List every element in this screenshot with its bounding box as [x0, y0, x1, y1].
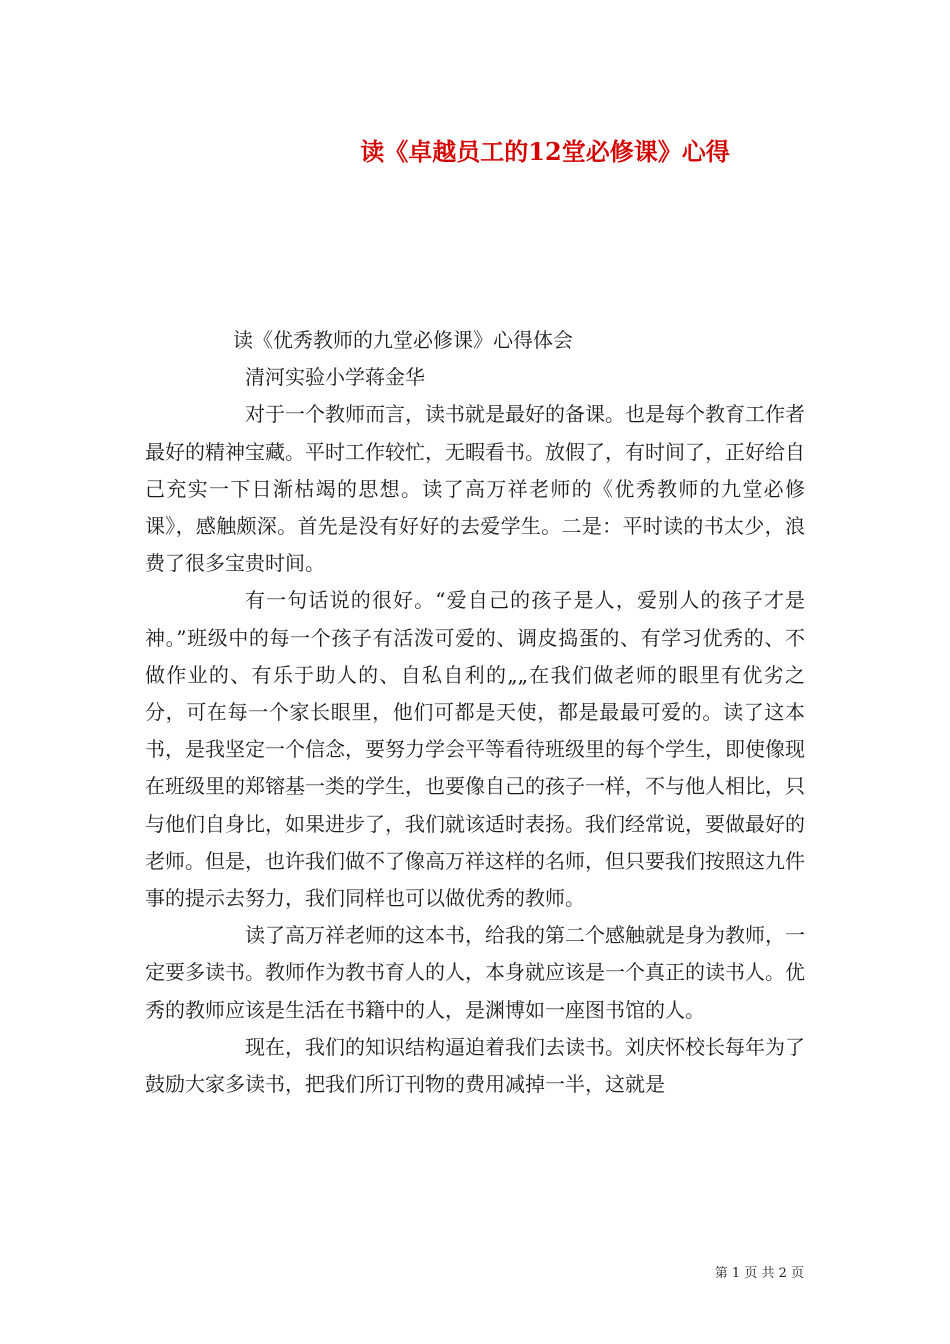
page-title: 读《卓越员工的12堂必修课》心得 — [360, 137, 730, 166]
page-footer: 第 1 页 共 2 页 — [714, 1266, 804, 1281]
document-body — [145, 322, 805, 1103]
paragraph-3: 读了高万祥老师的这本书，给我的第二个感触就是身为教师，一定要多读书。教师作为教书育人的人，本身就应该是一个真正的读书人。优秀的教师应该是生活在书籍中的人，是渊博如一座图书馆的人。 — [145, 923, 805, 1022]
subtitle: 读《优秀教师的九堂必修课》心得体会 — [233, 328, 573, 352]
paragraph-2: 有一句话说的很好。“爱自己的孩子是人，爱别人的孩子才是神。”班级中的每一个孩子有活泼可爱的、调皮捣蛋的、有学习优秀的、不做作业的、有乐于助人的、自私自利的„„在我们做老师的眼里有优劣之分，可在每一个家长眼里，他们可都是天使，都是最最可爱的。读了这本书，是我坚定一个信念，要努力学会平等看待班级里的每个学生，即使像现在班级里的郑镕基一类的学生，也要像自己的孩子一样，不与他人相比，只与他们自身比，如果进步了，我们就该适时表扬。我们经常说，要做最好的老师。但是，也许我们做不了像高万祥这样的名师，但只要我们按照这九件事的提示去努力，我们同样也可以做优秀的教师。 — [145, 588, 805, 911]
author: 清河实验小学蒋金华 — [245, 365, 425, 390]
paragraph-1: 对于一个教师而言，读书就是最好的备课。也是每个教育工作者最好的精神宝藏。平时工作较忙，无暇看书。放假了，有时间了，正好给自己充实一下日渐枯竭的思想。读了高万祥老师的《优秀教师的九堂必修课》，感触颇深。首先是没有好好的去爱学生。二是：平时读的书太少，浪费了很多宝贵时间。 — [145, 402, 805, 576]
paragraph-4: 现在，我们的知识结构逼迫着我们去读书。刘庆怀校长每年为了鼓励大家多读书，把我们所订刊物的费用减掉一半，这就是 — [145, 1034, 805, 1097]
